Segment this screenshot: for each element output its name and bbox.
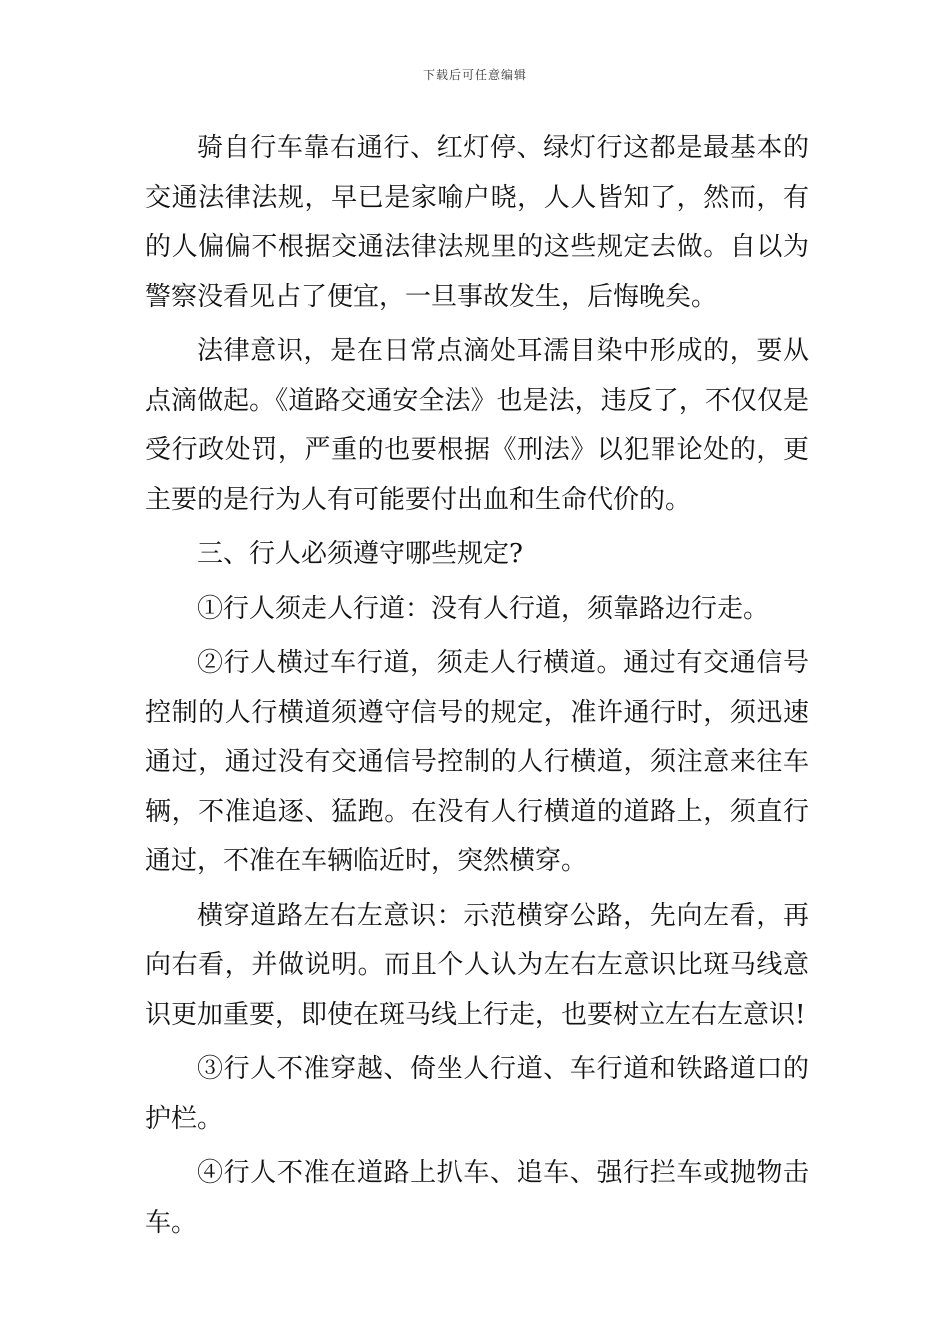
- paragraph-left-right-left: 横穿道路左右左意识：示范横穿公路，先向左看，再向右看，并做说明。而且个人认为左右左意识比斑马线意识更加重要，即使在斑马线上行走，也要树立左右左意识!: [145, 900, 809, 1030]
- document-body: [145, 124, 809, 1253]
- paragraph-cycling-rules: 骑自行车靠右通行、红灯停、绿灯行这都是最基本的交通法律法规，早已是家喻户晓，人人皆知了，然而，有的人偏偏不根据交通法律法规里的这些规定去做。自以为警察没看见占了便宜，一旦事故发生，后悔晚矣。: [145, 133, 809, 312]
- list-item-rule-4: ④行人不准在道路上扒车、追车、强行拦车或抛物击车。: [145, 1158, 809, 1238]
- list-item-rule-2: ②行人横过车行道，须走人行横道。通过有交通信号控制的人行横道须遵守信号的规定，准许通行时，须迅速通过，通过没有交通信号控制的人行横道，须注意来往车辆，不准追逐、猛跑。在没有人行横道的道路上，须直行通过，不准在车辆临近时，突然横穿。: [145, 648, 809, 876]
- list-item-rule-1: ①行人须走人行道：没有人行道，须靠路边行走。: [197, 593, 770, 624]
- section-heading-pedestrian-rules: 三、行人必须遵守哪些规定?: [197, 539, 523, 569]
- paragraph-legal-awareness: 法律意识，是在日常点滴处耳濡目染中形成的，要从点滴做起。《道路交通安全法》也是法，违反了，不仅仅是受行政处罚，严重的也要根据《刑法》以犯罪论处的，更主要的是行为人有可能要付出血和生命代价的。: [145, 336, 809, 515]
- list-item-rule-3: ③行人不准穿越、倚坐人行道、车行道和铁路道口的护栏。: [145, 1054, 809, 1134]
- header-note: 下载后可任意编辑: [422, 68, 527, 82]
